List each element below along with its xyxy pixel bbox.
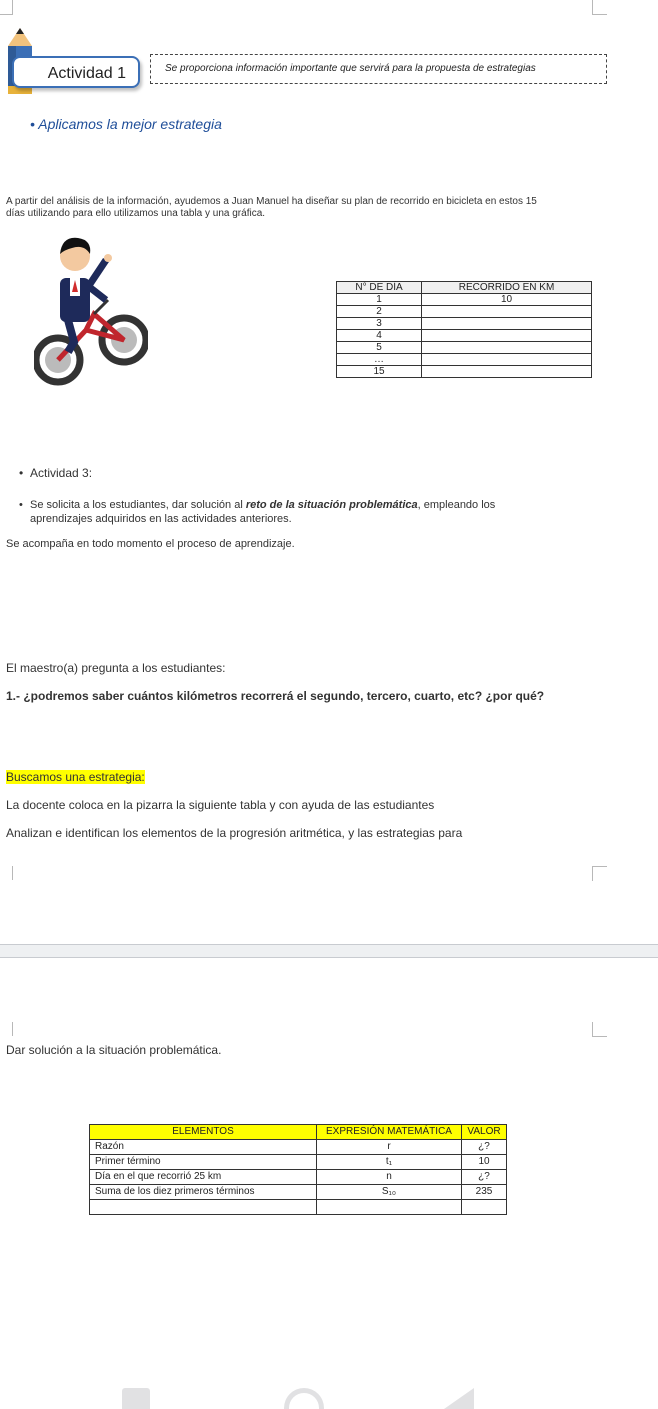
element-cell: Razón: [90, 1140, 317, 1155]
elements-table: [89, 1124, 507, 1215]
km-cell: 10: [422, 294, 592, 306]
value-cell: ¿?: [462, 1140, 507, 1155]
page-corner-mark: [0, 1022, 13, 1036]
element-cell: Suma de los diez primeros términos: [90, 1185, 317, 1200]
strategy-heading: [6, 770, 145, 784]
page-corner-mark: [592, 866, 607, 881]
table-row: [337, 306, 592, 318]
page-corner-mark: [0, 0, 13, 15]
header-expression: EXPRESIÓN MATEMÁTICA: [317, 1125, 462, 1140]
bullet-activity3: • Actividad 3:: [30, 466, 92, 480]
element-cell: Primer término: [90, 1155, 317, 1170]
bullet-instruction: [30, 498, 590, 512]
value-cell: 235: [462, 1185, 507, 1200]
instruction-text: Se solicita a los estudiantes, dar solución al: [30, 499, 246, 511]
table-row: [337, 330, 592, 342]
expression-cell: n: [317, 1170, 462, 1185]
day-cell: …: [337, 354, 422, 366]
question-1-text: 1.- ¿podremos saber cuántos kilómetros recorrerá el segundo, tercero, cuarto, etc? ¿por qué?: [6, 689, 545, 703]
day-cell: 5: [337, 342, 422, 354]
day-cell: 3: [337, 318, 422, 330]
page-separator: [0, 944, 658, 958]
element-cell: Día en el que recorrió 25 km: [90, 1170, 317, 1185]
instruction-continuation: aprendizajes adquiridos en las actividades anteriores.: [30, 513, 292, 525]
accompany-text: Se acompaña en todo momento el proceso de aprendizaje.: [6, 538, 295, 550]
table-row: [90, 1185, 507, 1200]
table-row: [337, 318, 592, 330]
km-cell: [422, 306, 592, 318]
questions-intro: El maestro(a) pregunta a los estudiantes:: [6, 661, 226, 675]
activity-label: Actividad 1: [12, 56, 140, 88]
header-elements: ELEMENTOS: [90, 1125, 317, 1140]
table-header-km: RECORRIDO EN KM: [422, 282, 592, 294]
decorative-shape: [444, 1388, 474, 1409]
strategy-line-2: Analizan e identifican los elementos de la progresión aritmética, y las estrategias para: [6, 826, 463, 840]
decorative-shape: [284, 1388, 324, 1409]
km-cell: [422, 330, 592, 342]
question-1: [6, 689, 544, 703]
table-header-row: [90, 1125, 507, 1140]
decorative-shape: [122, 1388, 150, 1409]
table-row: [337, 366, 592, 378]
element-cell: [90, 1200, 317, 1215]
km-cell: [422, 318, 592, 330]
day-cell: 4: [337, 330, 422, 342]
expression-cell: r: [317, 1140, 462, 1155]
intro-paragraph: A partir del análisis de la información, ayudemos a Juan Manuel ha diseñar su plan de recorrido en bicicleta en estos 15: [6, 196, 537, 207]
table-header-row: [337, 282, 592, 294]
km-cell: [422, 366, 592, 378]
day-cell: 2: [337, 306, 422, 318]
table-row: [337, 294, 592, 306]
table-row: [90, 1155, 507, 1170]
table-row: [90, 1200, 507, 1215]
section-subheading: • Aplicamos la mejor estrategia: [30, 116, 222, 132]
table-row: [90, 1170, 507, 1185]
activity-note: Se proporciona información importante que servirá para la propuesta de estrategias: [150, 54, 607, 84]
table-row: [337, 342, 592, 354]
expression-cell: t₁: [317, 1155, 462, 1170]
header-value: VALOR: [462, 1125, 507, 1140]
expression-cell: [317, 1200, 462, 1215]
cyclist-illustration: [34, 230, 148, 390]
day-cell: 15: [337, 366, 422, 378]
value-cell: 10: [462, 1155, 507, 1170]
days-table: [336, 281, 592, 378]
instruction-text: , empleando los: [417, 499, 496, 511]
table-row: [337, 354, 592, 366]
km-cell: [422, 342, 592, 354]
instruction-emphasis: reto de la situación problemática: [245, 499, 418, 511]
page-corner-mark: [0, 866, 13, 880]
expression-cell: S₁₀: [317, 1185, 462, 1200]
table-header-day: N° DE DÍA: [337, 282, 422, 294]
page-corner-mark: [592, 1022, 607, 1037]
strategy-heading-text: Buscamos una estrategia:: [6, 770, 145, 784]
page-corner-mark: [592, 0, 607, 15]
solve-instruction: Dar solución a la situación problemática.: [6, 1043, 222, 1057]
value-cell: [462, 1200, 507, 1215]
km-cell: [422, 354, 592, 366]
value-cell: ¿?: [462, 1170, 507, 1185]
day-cell: 1: [337, 294, 422, 306]
table-row: [90, 1140, 507, 1155]
intro-paragraph: días utilizando para ello utilizamos una tabla y una gráfica.: [6, 208, 266, 219]
strategy-line-1: La docente coloca en la pizarra la siguiente tabla y con ayuda de las estudiantes: [6, 798, 435, 812]
